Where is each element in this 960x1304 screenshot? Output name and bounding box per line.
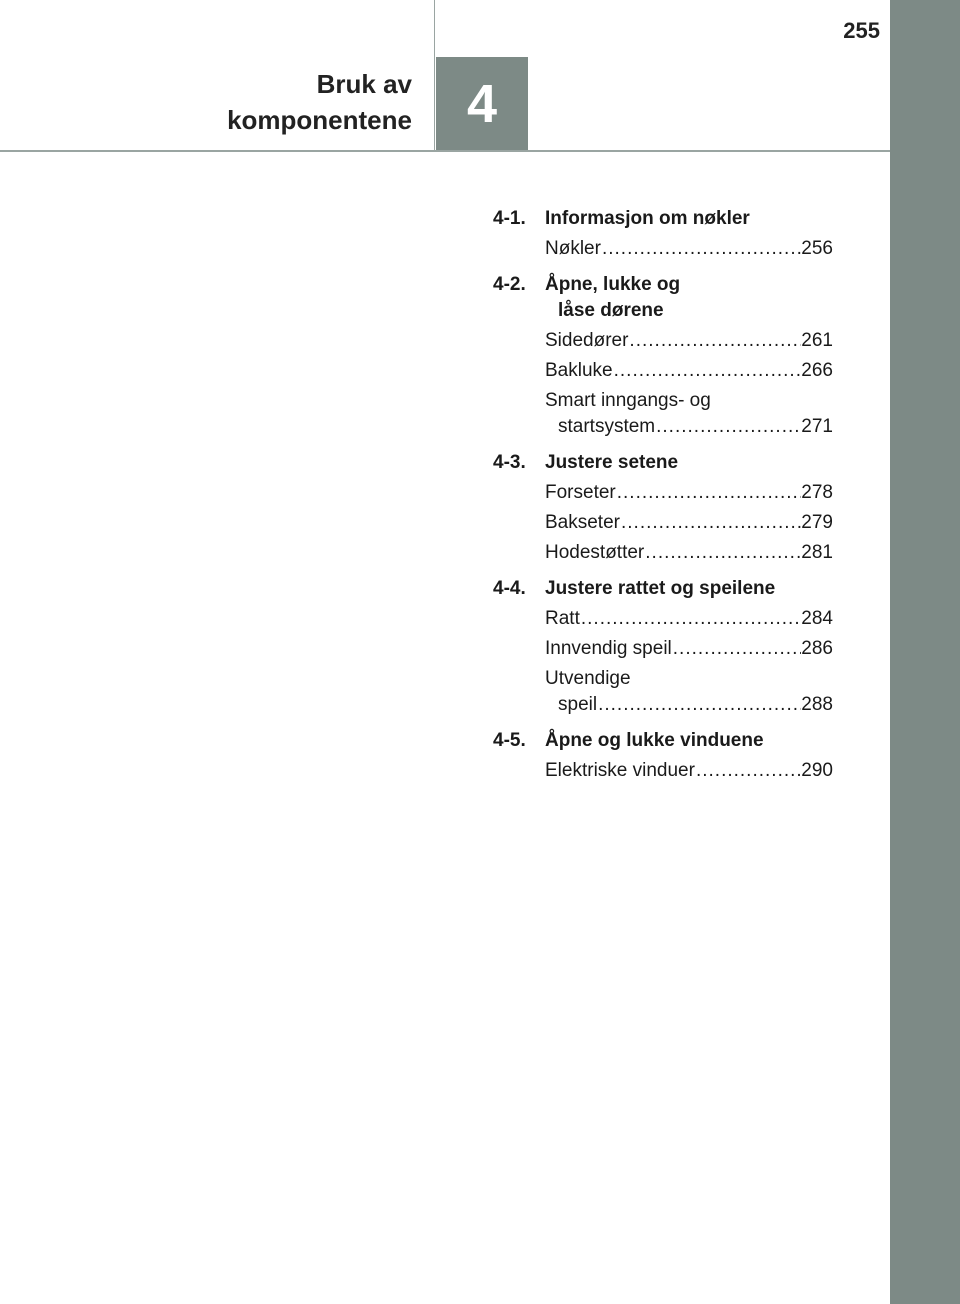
leader-dots bbox=[644, 540, 801, 566]
toc-entry-label: Bakseter bbox=[545, 512, 620, 533]
section-number: 4-4. bbox=[493, 578, 526, 599]
leader-dots bbox=[580, 606, 801, 632]
leader-dots bbox=[620, 510, 801, 536]
toc-entry-page: 281 bbox=[801, 542, 833, 563]
leader-dots bbox=[695, 758, 801, 784]
section-number: 4-1. bbox=[493, 208, 526, 229]
leader-dots bbox=[628, 328, 801, 354]
toc-entry[interactable] bbox=[545, 636, 833, 662]
leader-dots bbox=[597, 692, 801, 718]
leader-dots bbox=[616, 480, 802, 506]
toc-section-4-5 bbox=[493, 728, 833, 784]
toc-entry[interactable] bbox=[545, 606, 833, 632]
header-divider bbox=[434, 0, 435, 150]
section-title: Informasjon om nøkler bbox=[545, 208, 750, 229]
toc-entry-page: 261 bbox=[801, 330, 833, 351]
toc-entry-page: 288 bbox=[801, 694, 833, 715]
chapter-title bbox=[92, 66, 412, 138]
leader-dots bbox=[601, 236, 801, 262]
toc-entry-page: 271 bbox=[801, 416, 833, 437]
toc-entry[interactable] bbox=[545, 510, 833, 536]
toc-entry-page: 284 bbox=[801, 608, 833, 629]
toc-entry-page: 279 bbox=[801, 512, 833, 533]
toc-entry-label: Ratt bbox=[545, 608, 580, 629]
section-number: 4-2. bbox=[493, 274, 526, 295]
toc-entry-label: Nøkler bbox=[545, 238, 601, 259]
leader-dots bbox=[672, 636, 802, 662]
toc-section-4-2 bbox=[493, 272, 833, 440]
toc-entry-label: Forseter bbox=[545, 482, 616, 503]
page-number: 255 bbox=[843, 18, 880, 43]
chapter-side-band bbox=[890, 0, 960, 1304]
toc-entry[interactable] bbox=[545, 480, 833, 506]
toc-entry-label: speil bbox=[558, 694, 598, 715]
toc-entry-page: 286 bbox=[801, 638, 833, 659]
chapter-title-line2: komponentene bbox=[227, 105, 412, 135]
leader-dots bbox=[613, 358, 802, 384]
toc-entry-label: Hodestøtter bbox=[545, 542, 645, 563]
toc-entry[interactable] bbox=[545, 758, 833, 784]
chapter-title-line1: Bruk av bbox=[316, 69, 412, 99]
table-of-contents bbox=[493, 206, 833, 788]
toc-entry-label: startsystem bbox=[558, 416, 656, 437]
toc-entry-label: Elektriske vinduer bbox=[545, 760, 695, 781]
header-rule bbox=[0, 150, 890, 152]
toc-section-4-3 bbox=[493, 450, 833, 566]
toc-entry[interactable] bbox=[545, 358, 833, 384]
toc-section-4-4 bbox=[493, 576, 833, 718]
toc-entry-page: 266 bbox=[801, 360, 833, 381]
section-title: Åpne, lukke og låse dørene bbox=[545, 274, 681, 321]
toc-entry-page: 256 bbox=[801, 238, 833, 259]
section-title: Justere setene bbox=[545, 452, 679, 473]
chapter-number-box bbox=[436, 57, 528, 150]
toc-entry-label: Innvendig speil bbox=[545, 638, 672, 659]
section-title: Åpne og lukke vinduene bbox=[545, 730, 764, 751]
toc-entry[interactable] bbox=[545, 388, 833, 440]
leader-dots bbox=[655, 414, 801, 440]
toc-entry-page: 278 bbox=[801, 482, 833, 503]
section-number: 4-3. bbox=[493, 452, 526, 473]
toc-entry[interactable] bbox=[545, 328, 833, 354]
toc-entry-label-line1: Utvendige bbox=[545, 668, 631, 689]
chapter-number: 4 bbox=[466, 73, 498, 134]
section-number: 4-5. bbox=[493, 730, 526, 751]
toc-entry-label: Sidedører bbox=[545, 330, 629, 351]
toc-entry[interactable] bbox=[545, 540, 833, 566]
toc-entry-label-line1: Smart inngangs- og bbox=[545, 390, 711, 411]
toc-section-4-1 bbox=[493, 206, 833, 262]
toc-entry-label: Bakluke bbox=[545, 360, 613, 381]
toc-entry[interactable] bbox=[545, 666, 833, 718]
toc-entry[interactable] bbox=[545, 236, 833, 262]
section-title: Justere rattet og speilene bbox=[545, 578, 776, 599]
toc-entry-page: 290 bbox=[801, 760, 833, 781]
